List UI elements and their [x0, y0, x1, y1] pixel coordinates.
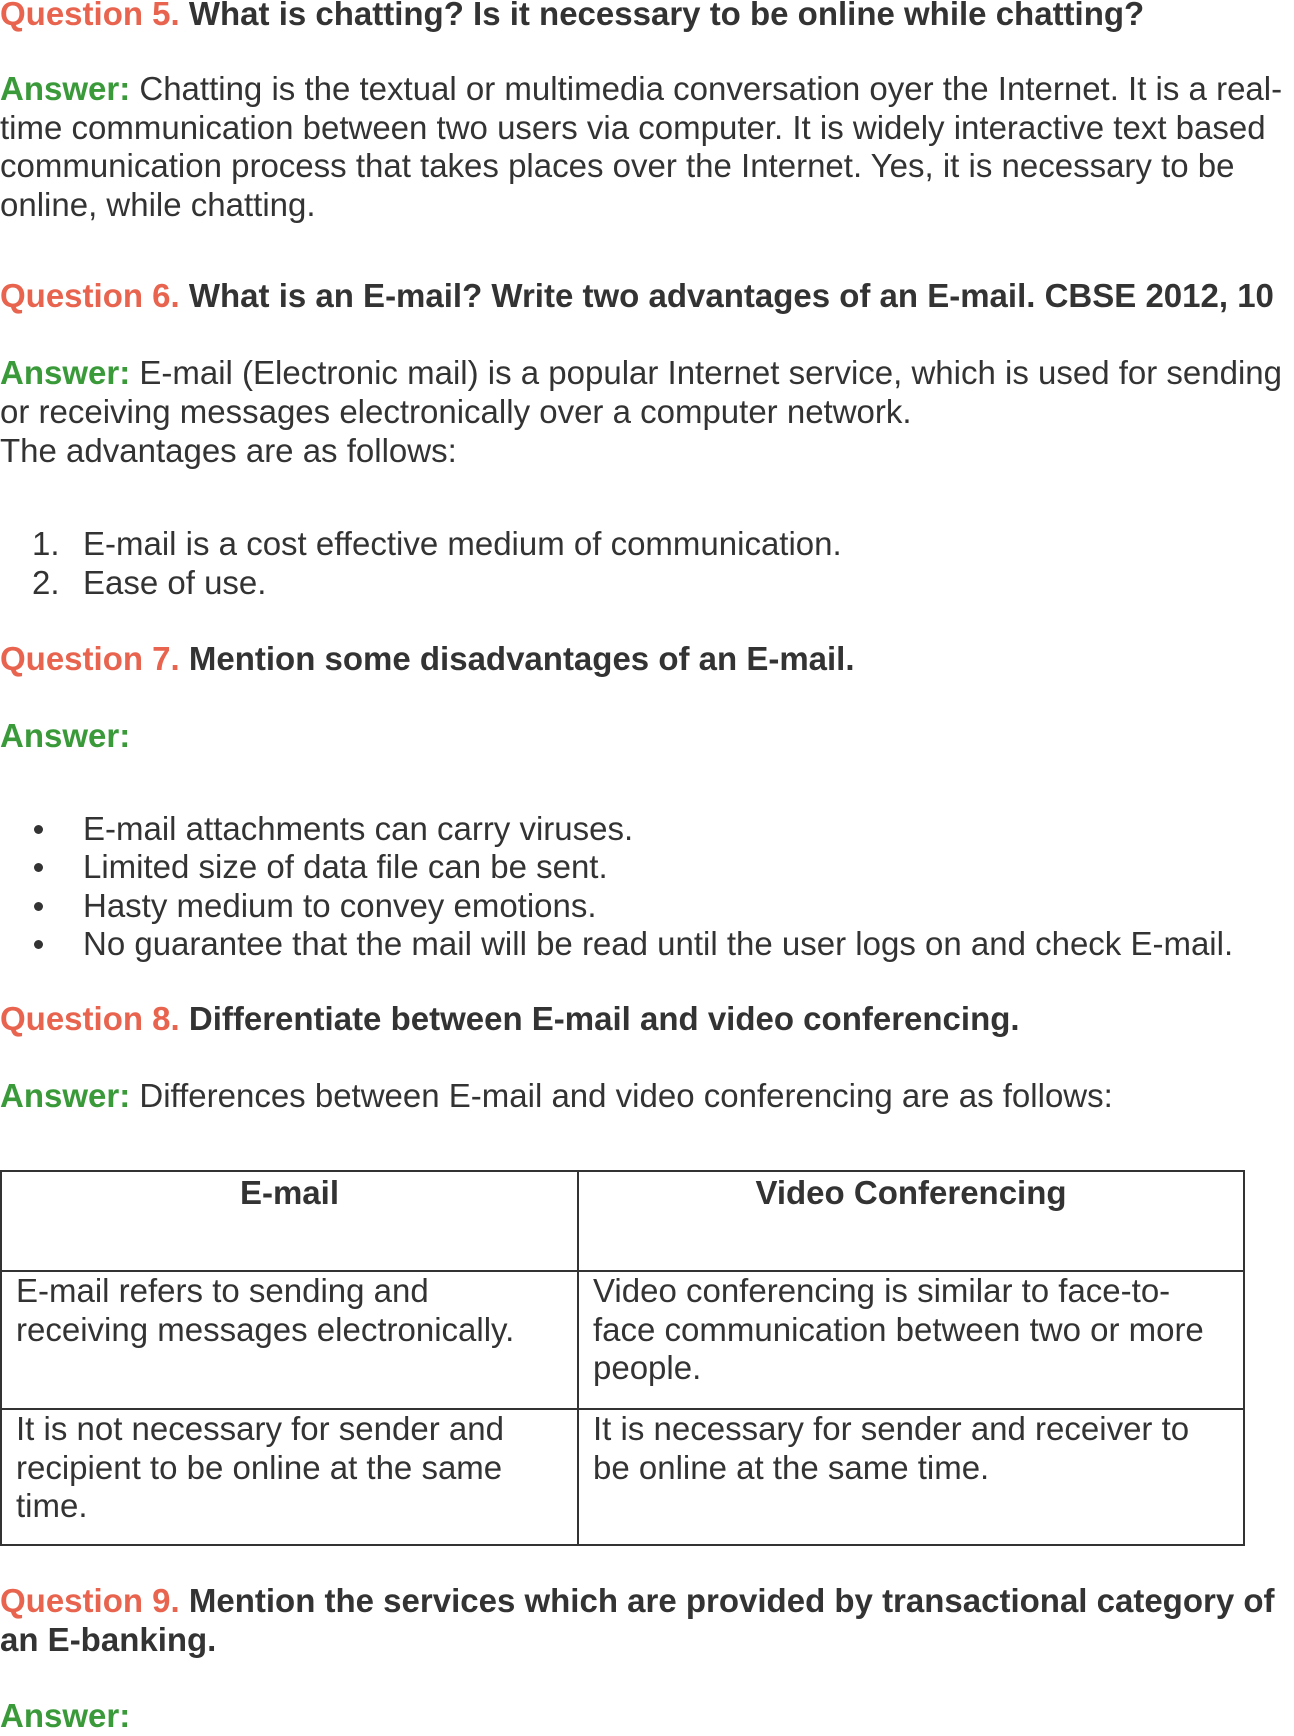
table-cell: Video conferencing is similar to face-to-face communication between two or more people.	[578, 1271, 1244, 1409]
list-item-text: E-mail attachments can carry viruses.	[83, 810, 634, 847]
table-cell: It is necessary for sender and receiver to be online at the same time.	[578, 1409, 1244, 1545]
list-number: 1.	[32, 525, 60, 562]
answer-6	[0, 354, 1294, 431]
question-9	[0, 1582, 1294, 1659]
answer-label: Answer:	[0, 1697, 131, 1734]
question-label: Question 6.	[0, 277, 180, 314]
question-text: Mention some disadvantages of an E-mail.	[188, 640, 855, 677]
question-label: Question 9.	[0, 1582, 180, 1619]
answer-text: E-mail (Electronic mail) is a popular Internet service, which is used for sending or receiving messages electronically over a computer network.	[0, 354, 1283, 430]
list-item-text: No guarantee that the mail will be read until the user logs on and check E-mail.	[83, 925, 1234, 962]
question-text: What is an E-mail? Write two advantages of an E-mail. CBSE 2012, 10	[188, 277, 1274, 314]
answer-text: Differences between E-mail and video conferencing are as follows:	[139, 1077, 1113, 1114]
table-header-video-conferencing: Video Conferencing	[578, 1171, 1244, 1271]
question-label: Question 5.	[0, 0, 180, 32]
question-label: Question 7.	[0, 640, 180, 677]
question-6	[0, 277, 1274, 316]
question-7	[0, 640, 855, 679]
list-number: 2.	[32, 564, 60, 601]
question-text: Differentiate between E-mail and video conferencing.	[188, 1000, 1020, 1037]
question-label: Question 8.	[0, 1000, 180, 1037]
table-header-row	[1, 1171, 1244, 1271]
answer-label: Answer:	[0, 70, 131, 107]
bullet-icon	[34, 825, 43, 834]
answer-8	[0, 1077, 1294, 1116]
table-row	[1, 1271, 1244, 1409]
table-cell: E-mail refers to sending and receiving messages electronically.	[1, 1271, 578, 1409]
table-cell: It is not necessary for sender and recipient to be online at the same time.	[1, 1409, 578, 1545]
list-item-text: Hasty medium to convey emotions.	[83, 887, 597, 924]
question-8	[0, 1000, 1020, 1039]
answer-label: Answer:	[0, 354, 131, 391]
answer-5	[0, 70, 1294, 224]
answer-label: Answer:	[0, 717, 131, 754]
question-text: Mention the services which are provided by transactional category of an E-banking.	[0, 1582, 1275, 1658]
answer-text: Chatting is the textual or multimedia conversation oyer the Internet. It is a real-time communication between two users via computer. It is widely interactive text based communication process that takes places over the Internet. Yes, it is necessary to be online, while chatting.	[0, 70, 1283, 223]
bullet-icon	[34, 863, 43, 872]
table-row	[1, 1409, 1244, 1545]
answer-7	[0, 717, 1294, 756]
question-5	[0, 0, 1144, 34]
list-item-text: Ease of use.	[83, 564, 267, 601]
advantages-intro: The advantages are as follows:	[0, 432, 457, 469]
list-item-text: E-mail is a cost effective medium of communication.	[83, 525, 842, 562]
bullet-icon	[34, 940, 43, 949]
comparison-table	[0, 1170, 1245, 1546]
answer-label: Answer:	[0, 1077, 131, 1114]
answer-9	[0, 1697, 1294, 1736]
bullet-icon	[34, 902, 43, 911]
table-header-email: E-mail	[1, 1171, 578, 1271]
question-text: What is chatting? Is it necessary to be online while chatting?	[188, 0, 1145, 32]
list-item-text: Limited size of data file can be sent.	[83, 848, 608, 885]
